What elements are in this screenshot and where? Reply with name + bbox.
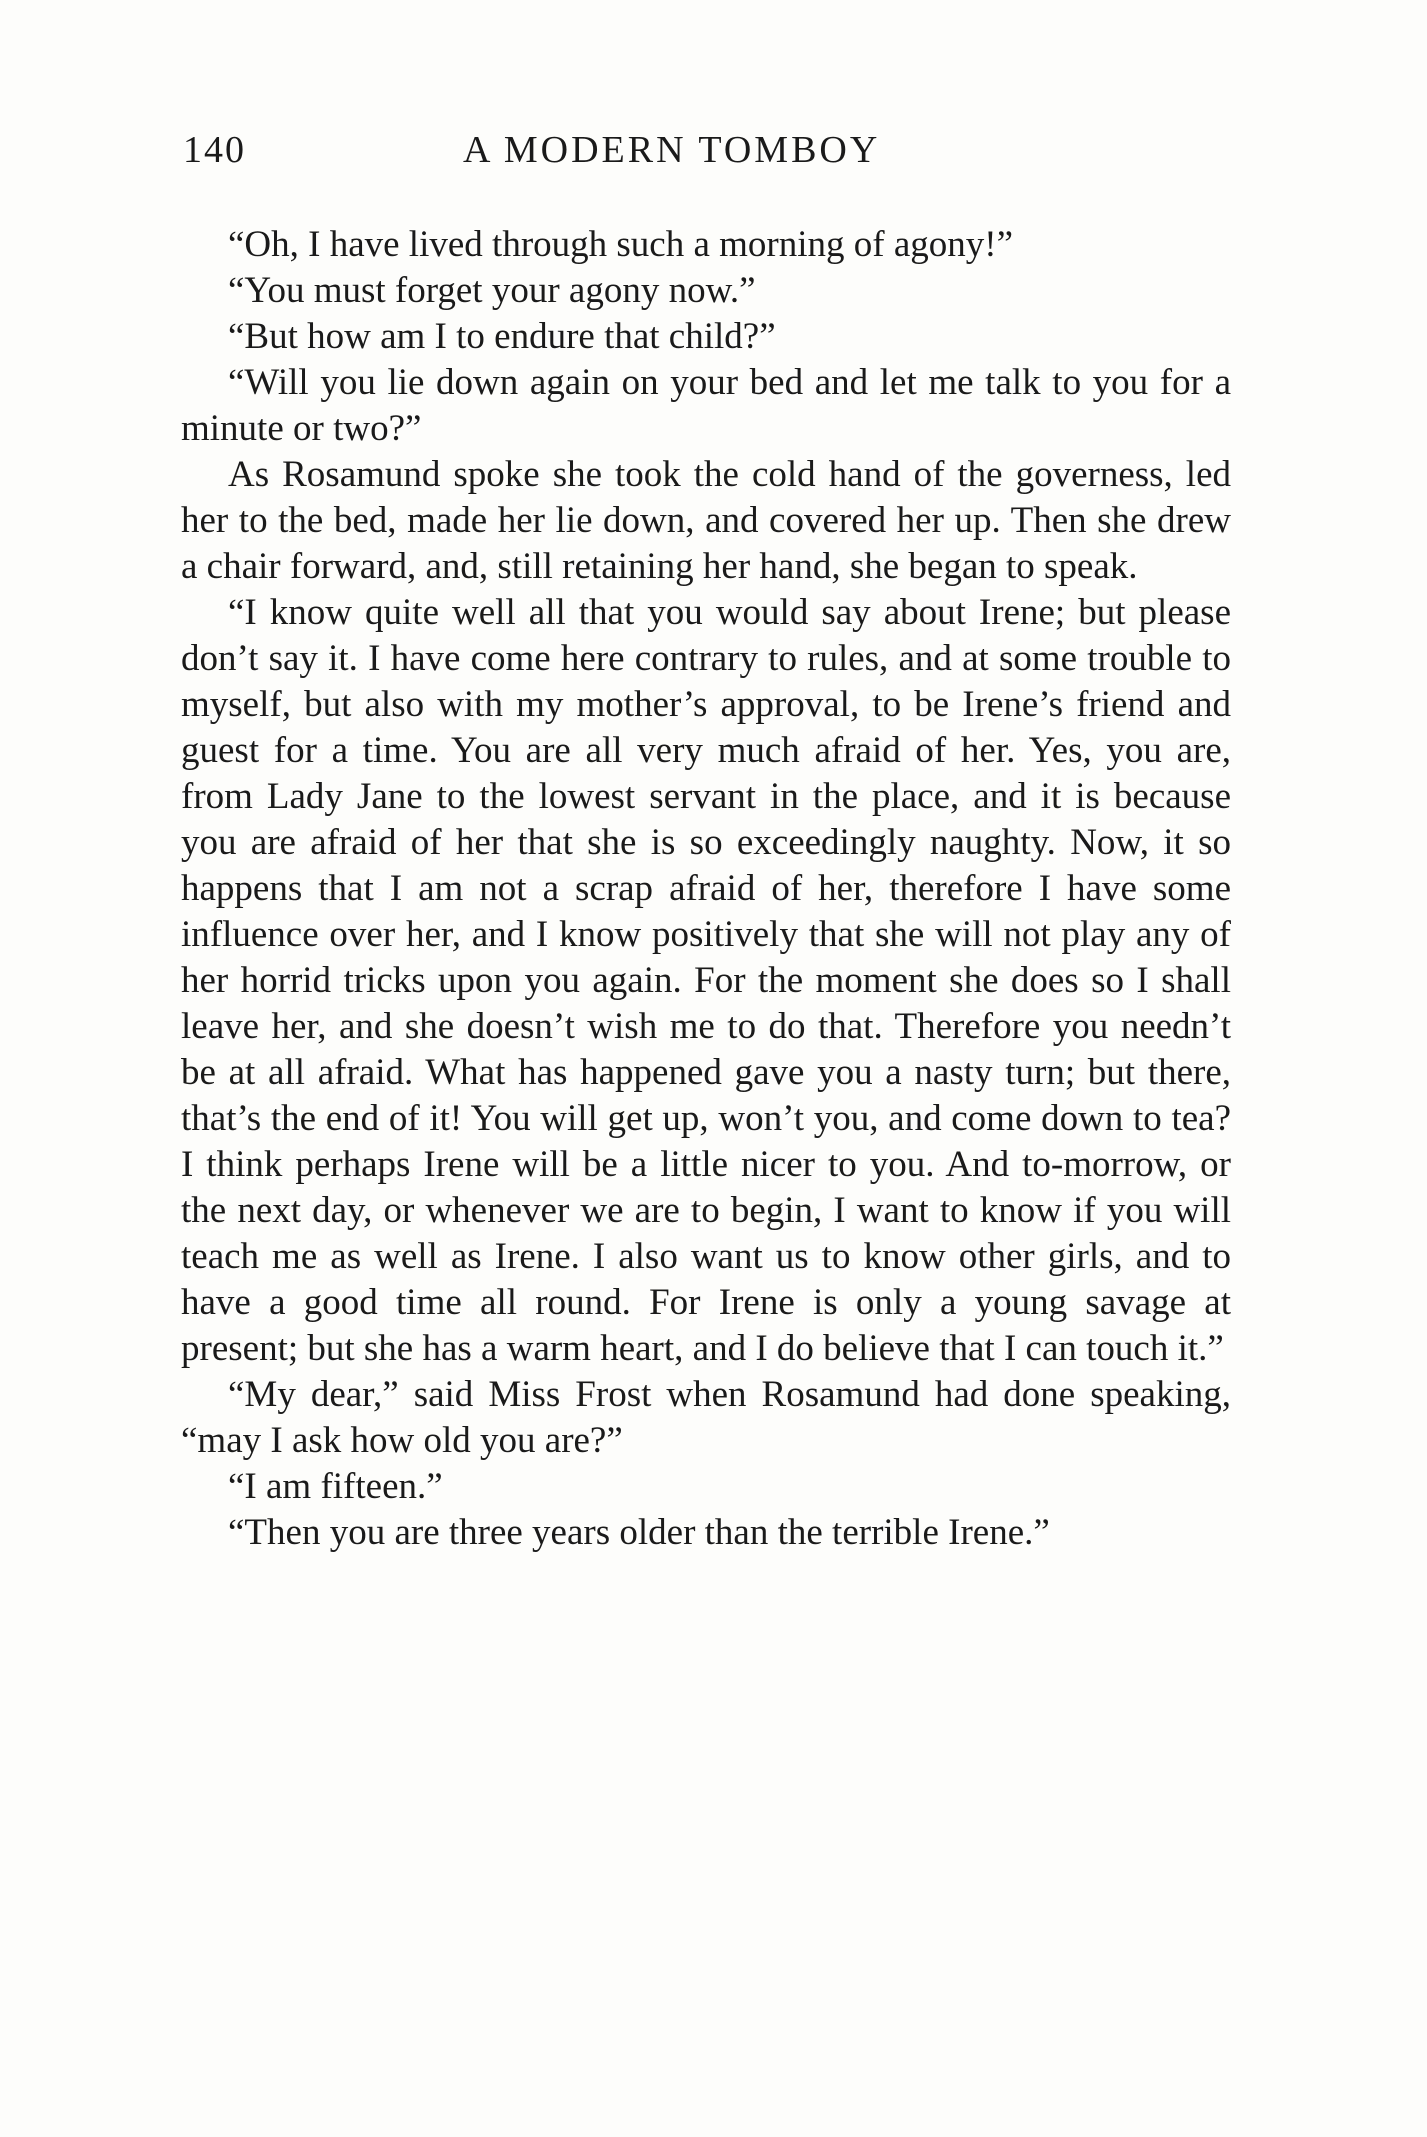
- running-head: [183, 128, 943, 172]
- paragraph: “I am fifteen.”: [228, 1466, 443, 1507]
- paragraph: “Will you lie down again on your bed and let me talk to you for a minute or two?”: [181, 362, 1231, 449]
- book-title: A MODERN TOMBOY: [463, 129, 881, 171]
- paragraph: “Oh, I have lived through such a morning of agony!”: [228, 224, 1014, 265]
- paragraph: “But how am I to endure that child?”: [228, 316, 776, 357]
- paragraph: “You must forget your agony now.”: [228, 270, 756, 311]
- page-number: 140: [183, 129, 246, 171]
- paragraph: “My dear,” said Miss Frost when Rosamund had done speaking, “may I ask how old you are?”: [181, 1374, 1231, 1461]
- paragraph: “Then you are three years older than the terrible Irene.”: [228, 1512, 1050, 1553]
- body-text: [181, 222, 1231, 1556]
- paragraph: As Rosamund spoke she took the cold hand of the governess, led her to the bed, made her lie down, and covered her up. Then she drew a chair forward, and, still retaining her hand, she began to speak.: [181, 454, 1231, 587]
- paragraph: “I know quite well all that you would say about Irene; but please don’t say it. I have come here contrary to rules, and at some trouble to myself, but also with my mother’s approval, to be Irene’s friend and guest for a time. You are all very much afraid of her. Yes, you are, from Lady Jane to the lowest servant in the place, and it is because you are afraid of her that she is so exceedingly naughty. Now, it so happens that I am not a scrap afraid of her, therefore I have some influence over her, and I know positively that she will not play any of her horrid tricks upon you again. For the moment she does so I shall leave her, and she doesn’t wish me to do that. Therefore you needn’t be at all afraid. What has happened gave you a nasty turn; but there, that’s the end of it! You will get up, won’t you, and come down to tea? I think perhaps Irene will be a little nicer to you. And to-morrow, or the next day, or whenever we are to begin, I want to know if you will teach me as well as Irene. I also want us to know other girls, and to have a good time all round. For Irene is only a young savage at present; but she has a warm heart, and I do believe that I can touch it.”: [181, 592, 1231, 1369]
